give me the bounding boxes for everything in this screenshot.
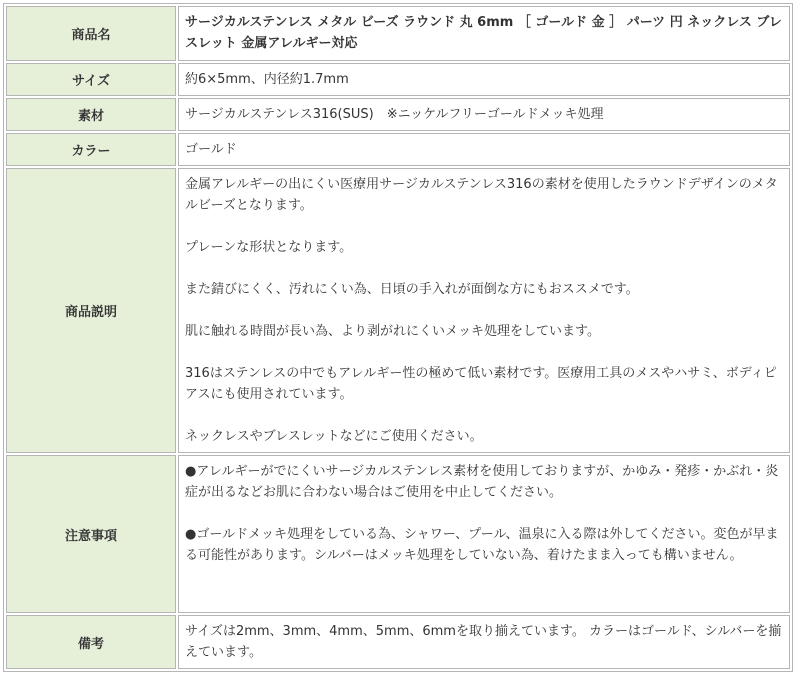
product-spec-table <box>3 3 793 672</box>
label-material: 素材 <box>6 98 176 131</box>
caution-paragraph: ●アレルギーがでにくいサージカルステンレス素材を使用しておりますが、かゆみ・発疹・かぶれ・炎症が出るなどお肌に合わない場合はご使用を中止してください。 <box>185 464 779 500</box>
description-paragraph: また錆びにくく、汚れにくい為、日頃の手入れが面倒な方にもおススメです。 <box>185 282 639 297</box>
notes-value: サイズは2mm、3mm、4mm、5mm、6mmを取り揃えています。 カラーはゴールド、シルバーを揃えています。 <box>178 615 790 669</box>
label-color: カラー <box>6 133 176 166</box>
product-name-value: サージカルステンレス メタル ビーズ ラウンド 丸 6mm ［ ゴールド 金 ］ パーツ 円 ネックレス ブレスレット 金属アレルギー対応 <box>178 6 790 61</box>
description-value <box>178 168 790 453</box>
table-row-material <box>6 98 790 131</box>
description-paragraph: 肌に触れる時間が長い為、より剥がれにくいメッキ処理をしています。 <box>185 324 600 339</box>
label-caution: 注意事項 <box>6 455 176 613</box>
label-description: 商品説明 <box>6 168 176 453</box>
color-value: ゴールド <box>178 133 790 166</box>
table-row-size <box>6 63 790 96</box>
description-paragraph: プレーンな形状となります。 <box>185 240 353 255</box>
table-row-color <box>6 133 790 166</box>
table-row-caution <box>6 455 790 613</box>
description-paragraph: 316はステンレスの中でもアレルギー性の極めて低い素材です。医療用工具のメスやハサミ、ボディピアスにも使用されています。 <box>185 366 777 402</box>
material-value: サージカルステンレス316(SUS) ※ニッケルフリーゴールドメッキ処理 <box>178 98 790 131</box>
size-value: 約6×5mm、内径約1.7mm <box>178 63 790 96</box>
table-row-notes <box>6 615 790 669</box>
table-row-description <box>6 168 790 453</box>
label-product-name: 商品名 <box>6 6 176 61</box>
label-notes: 備考 <box>6 615 176 669</box>
table-row-name <box>6 6 790 61</box>
caution-value <box>178 455 790 613</box>
label-size: サイズ <box>6 63 176 96</box>
caution-paragraph: ●ゴールドメッキ処理をしている為、シャワー、プール、温泉に入る際は外してください。変色が早まる可能性があります。シルバーはメッキ処理をしていない為、着けたまま入っても構いません。 <box>185 527 779 563</box>
description-paragraph: ネックレスやブレスレットなどにご使用ください。 <box>185 429 483 444</box>
description-paragraph: 金属アレルギーの出にくい医療用サージカルステンレス316の素材を使用したラウンドデザインのメタルビーズとなります。 <box>185 177 778 213</box>
